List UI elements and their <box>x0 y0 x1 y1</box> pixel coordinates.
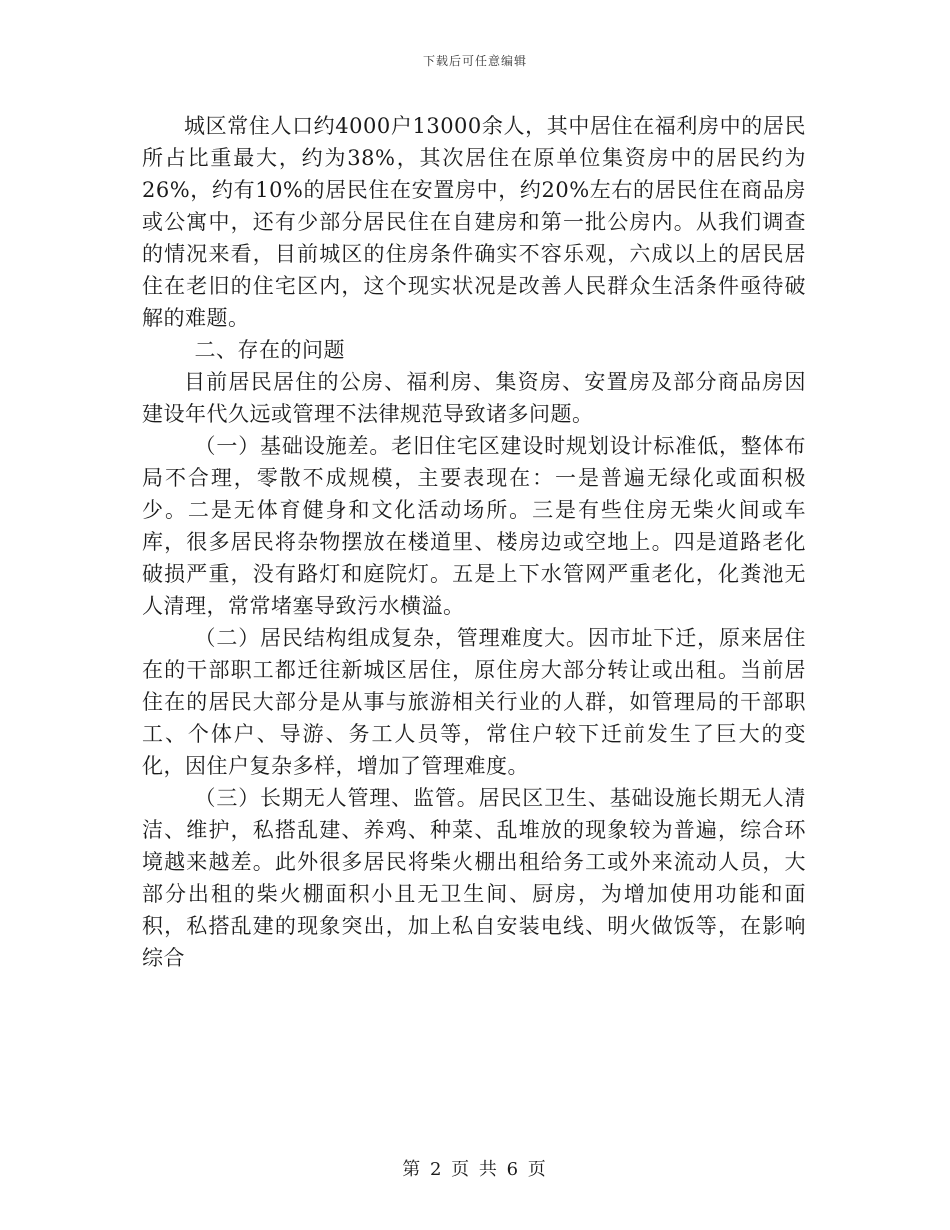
paragraph-management: （三）长期无人管理、监管。居民区卫生、基础设施长期无人清洁、维护，私搭乱建、养鸡、种菜、乱堆放的现象较为普遍，综合环境越来越差。此外很多居民将柴火棚出租给务工或外来流动人员，大部分出租的柴火棚面积小且无卫生间、厨房，为增加使用功能和面积，私搭乱建的现象突出，加上私自安装电线、明火做饭等，在影响综合 <box>142 786 806 970</box>
document-body <box>142 110 806 974</box>
paragraph-problems-intro: 目前居民居住的公房、福利房、集资房、安置房及部分商品房因建设年代久远或管理不法律规范导致诸多问题。 <box>142 370 806 426</box>
paragraph-infrastructure: （一）基础设施差。老旧住宅区建设时规划设计标准低，整体布局不合理，零散不成规模，主要表现在：一是普遍无绿化或面积极少。二是无体育健身和文化活动场所。三是有些住房无柴火间或车库，很多居民将杂物摆放在楼道里、楼房边或空地上。四是道路老化破损严重，没有路灯和庭院灯。五是上下水管网严重老化，化粪池无人清理，常常堵塞导致污水横溢。 <box>142 434 806 618</box>
page-number: 第 2 页 共 6 页 <box>402 1159 548 1180</box>
page-header-note: 下载后可任意编辑 <box>422 54 527 68</box>
section-heading-problems: 二、存在的问题 <box>194 338 345 362</box>
paragraph-population: 城区常住人口约4000户13000余人，其中居住在福利房中的居民所占比重最大，约为38%，其次居住在原单位集资房中的居民约为26%，约有10%的居民住在安置房中，约20%左右的居民住在商品房或公寓中，还有少部分居民住在自建房和第一批公房内。从我们调查的情况来看，目前城区的住房条件确实不容乐观，六成以上的居民居住在老旧的住宅区内，这个现实状况是改善人民群众生活条件亟待破解的难题。 <box>142 114 806 330</box>
paragraph-resident-structure: （二）居民结构组成复杂，管理难度大。因市址下迁，原来居住在的干部职工都迁往新城区居住，原住房大部分转让或出租。当前居住在的居民大部分是从事与旅游相关行业的人群，如管理局的干部职工、个体户、导游、务工人员等，常住户较下迁前发生了巨大的变化，因住户复杂多样，增加了管理难度。 <box>142 626 806 778</box>
